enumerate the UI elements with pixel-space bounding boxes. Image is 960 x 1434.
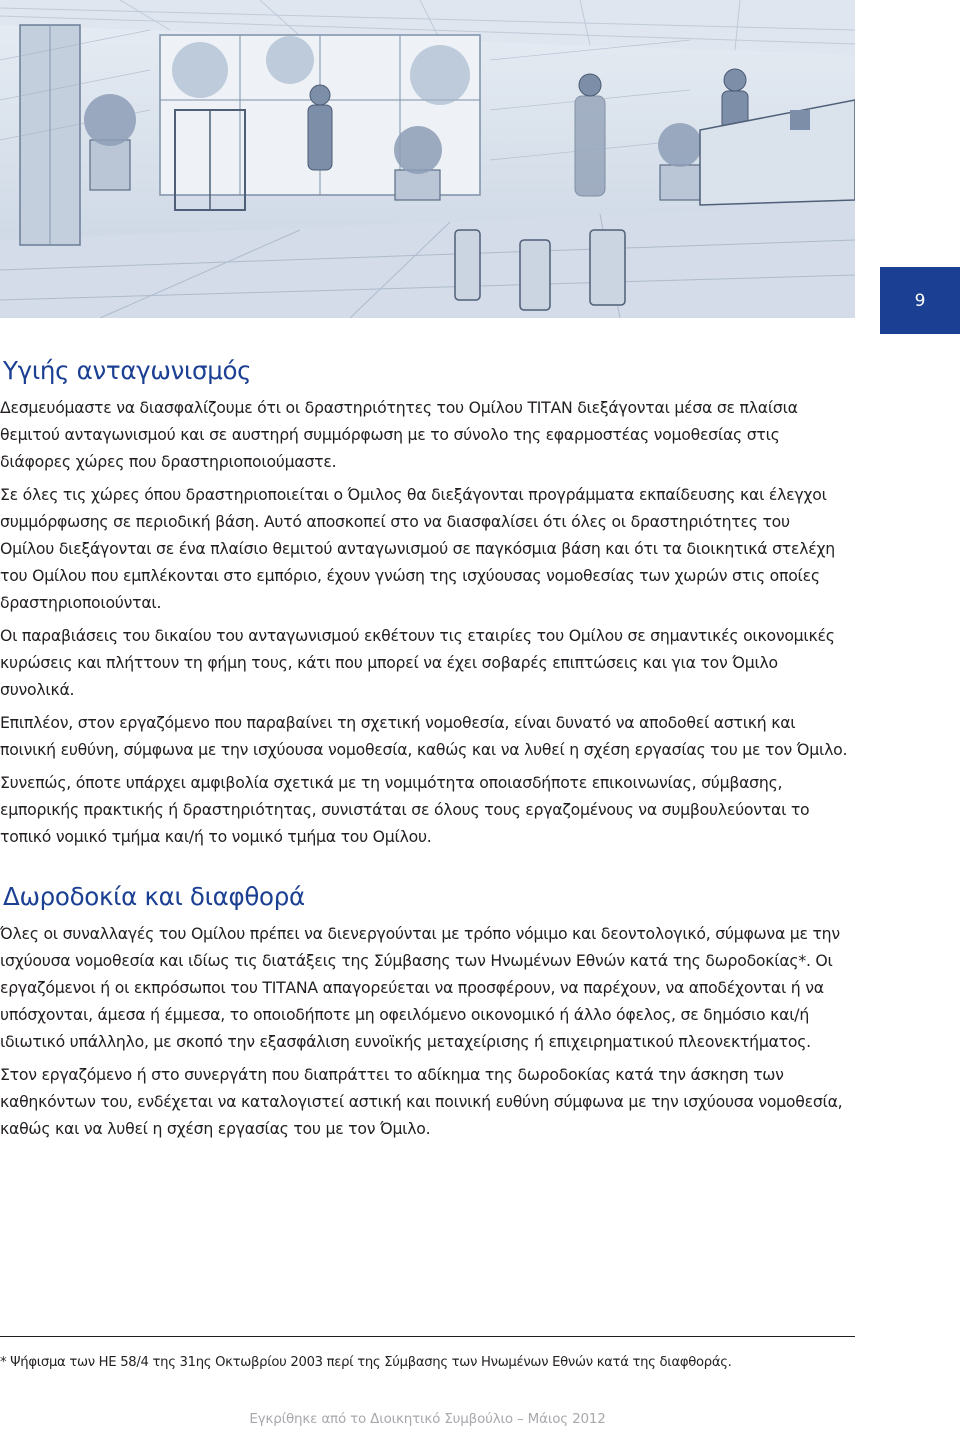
section-title-bribery-corruption: Δωροδοκία και διαφθορά [3, 882, 305, 911]
footer-approval-note: Εγκρίθηκε από το Διοικητικό Συμβούλιο – Μάιος 2012 [249, 1411, 606, 1427]
lobby-sketch-icon [0, 0, 855, 318]
paragraph: Δεσμευόμαστε να διασφαλίζουμε ότι οι δραστηριότητες του Ομίλου ΤΙΤΑΝ διεξάγονται μέσα σε πλαίσια θεμιτού ανταγωνισμού και σε αυστηρή συμμόρφωση με το σύνολο της εφαρμοστέας νομοθεσίας στις διάφορες χώρες που δραστηριοποιούμαστε. [0, 398, 798, 471]
paragraph: Σε όλες τις χώρες όπου δραστηριοποιείται ο Όμιλος θα διεξάγονται προγράμματα εκπαίδευσης και έλεγχοι συμμόρφωσης σε περιοδική βάση. Αυτό αποσκοπεί στο να διασφαλίσει ότι όλες οι δραστηριότητες του Ομίλου διεξάγονται σε ένα πλαίσιο θεμιτού ανταγωνισμού σε παγκόσμια βάση και ότι τα διοικητικά στελέχη του Ομίλου που εμπλέκονται στο εμπόριο, έχουν γνώση της ισχύουσας νομοθεσίας των χωρών στις οποίες δραστηριοποιούνται. [0, 485, 835, 612]
paragraph: Οι παραβιάσεις του δικαίου του ανταγωνισμού εκθέτουν τις εταιρίες του Ομίλου σε σημαντικές οικονομικές κυρώσεις και πλήττουν τη φήμη τους, κάτι που μπορεί να έχει σοβαρές επιπτώσεις και για τον Όμιλο συνολικά. [0, 626, 835, 699]
paragraph: Όλες οι συναλλαγές του Ομίλου πρέπει να διενεργούνται με τρόπο νόμιμο και δεοντολογικό, σύμφωνα με την ισχύουσα νομοθεσία και ιδίως τις διατάξεις της Σύμβασης των Ηνωμένων Εθνών κατά της δωροδοκίας*. Οι εργαζόμενοι ή οι εκπρόσωποι του ΤΙΤΑΝΑ απαγορεύεται να προσφέρουν, να παρέχουν, να αποδέχονται ή να υπόσχονται, άμεσα ή έμμεσα, το οποιοδήποτε μη οφειλόμενο οικονομικό ή άλλο όφελος, σε δημόσιο και/ή ιδιωτικό υπάλληλο, με σκοπό την εξασφάλιση ευνοϊκής μεταχείρισης ή επιχειρηματικού πλεονεκτήματος. [0, 924, 840, 1051]
footnote-divider [0, 1336, 855, 1337]
section-title-fair-competition: Υγιής ανταγωνισμός [3, 356, 252, 385]
lobby-sketch-photo [0, 0, 855, 318]
footnote: * Ψήφισμα των ΗΕ 58/4 της 31ης Οκτωβρίου 2003 περί της Σύμβασης των Ηνωμένων Εθνών κατά της διαφθοράς. [0, 1355, 732, 1370]
page-number-tab [880, 267, 960, 334]
paragraph: Επιπλέον, στον εργαζόμενο που παραβαίνει τη σχετική νομοθεσία, είναι δυνατό να αποδοθεί αστική και ποινική ευθύνη, σύμφωνα με την ισχύουσα νομοθεσία, καθώς και να λυθεί η σχέση εργασίας του με τον Όμιλο. [0, 713, 848, 759]
paragraph: Συνεπώς, όποτε υπάρχει αμφιβολία σχετικά με τη νομιμότητα οποιασδήποτε επικοινωνίας, σύμβασης, εμπορικής πρακτικής ή δραστηριότητας, συνιστάται σε όλους τους εργαζομένους να συμβουλεύονται το τοπικό νομικό τμήμα και/ή το νομικό τμήμα του Ομίλου. [0, 773, 810, 846]
main-content [0, 354, 848, 1142]
paragraph: Στον εργαζόμενο ή στο συνεργάτη που διαπράττει το αδίκημα της δωροδοκίας κατά την άσκηση των καθηκόντων του, ενδέχεται να καταλογιστεί αστική και ποινική ευθύνη σύμφωνα με την ισχύουσα νομοθεσία, καθώς και να λυθεί η σχέση εργασίας του με τον Όμιλο. [0, 1065, 843, 1138]
page-number: 9 [914, 290, 926, 311]
